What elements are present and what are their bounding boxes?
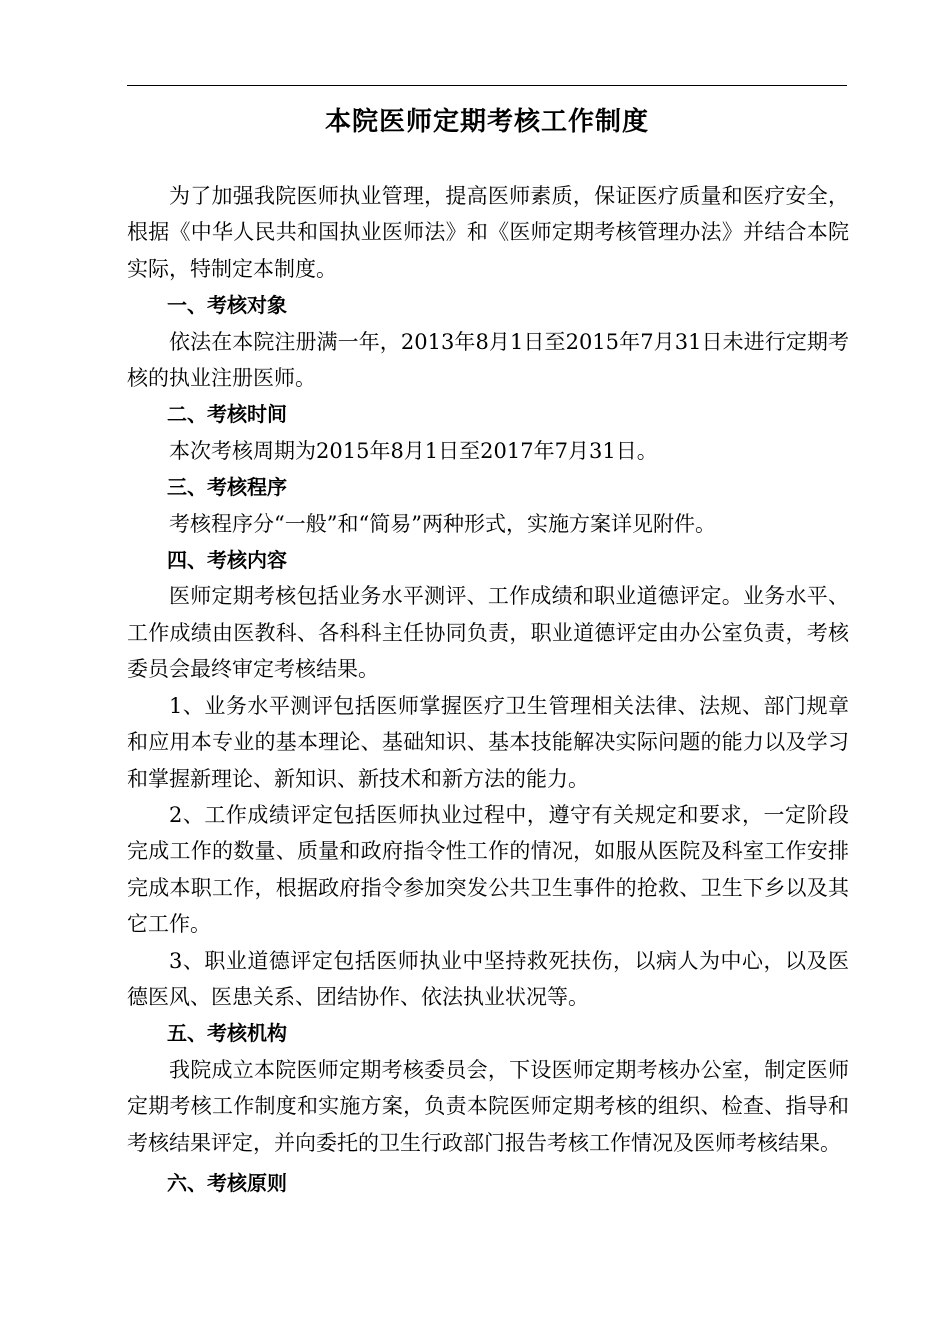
section-heading-subjects: 一、考核对象 (167, 293, 287, 318)
intro-paragraph: 为了加强我院医师执业管理，提高医师素质，保证医疗质量和医疗安全，根据《中华人民共和国执业医师法》和《医师定期考核管理办法》并结合本院实际，特制定本制度。 (127, 184, 849, 281)
section-heading-organization: 五、考核机构 (167, 1021, 287, 1046)
section-paragraph: 3、职业道德评定包括医师执业中坚持救死扶伤，以病人为中心，以及医德医风、医患关系、团结协作、依法执业状况等。 (127, 948, 849, 1009)
section-heading-content: 四、考核内容 (167, 548, 287, 573)
section-paragraph: 依法在本院注册满一年，2013年8月1日至2015年7月31日未进行定期考核的执业注册医师。 (127, 329, 849, 391)
section-paragraph: 1、业务水平测评包括医师掌握医疗卫生管理相关法律、法规、部门规章和应用本专业的基本理论、基础知识、基本技能解决实际问题的能力以及学习和掌握新理论、新知识、新技术和新方法的能力。 (127, 693, 849, 791)
section-paragraph: 医师定期考核包括业务水平测评、工作成绩和职业道德评定。业务水平、工作成绩由医教科、各科科主任协同负责，职业道德评定由办公室负责，考核委员会最终审定考核结果。 (127, 584, 849, 682)
document-title: 本院医师定期考核工作制度 (324, 107, 649, 137)
header-rule (127, 85, 847, 86)
section-paragraph: 本次考核周期为2015年8月1日至2017年7月31日。 (169, 438, 658, 463)
section-heading-procedure: 三、考核程序 (167, 475, 287, 500)
section-paragraph: 2、工作成绩评定包括医师执业过程中，遵守有关规定和要求，一定阶段完成工作的数量、质量和政府指令性工作的情况，如服从医院及科室工作安排完成本职工作，根据政府指令参加突发公共卫生事件的抢救、卫生下乡以及其它工作。 (127, 802, 849, 937)
document-body (127, 178, 849, 1201)
section-heading-principles: 六、考核原则 (167, 1170, 287, 1195)
section-paragraph: 考核程序分“一般”和“简易”两种形式，实施方案详见附件。 (169, 511, 716, 536)
section-paragraph: 我院成立本院医师定期考核委员会，下设医师定期考核办公室，制定医师定期考核工作制度和实施方案，负责本院医师定期考核的组织、检查、指导和考核结果评定，并向委托的卫生行政部门报告考核工作情况及医师考核结果。 (127, 1057, 849, 1155)
section-heading-time: 二、考核时间 (167, 402, 287, 427)
